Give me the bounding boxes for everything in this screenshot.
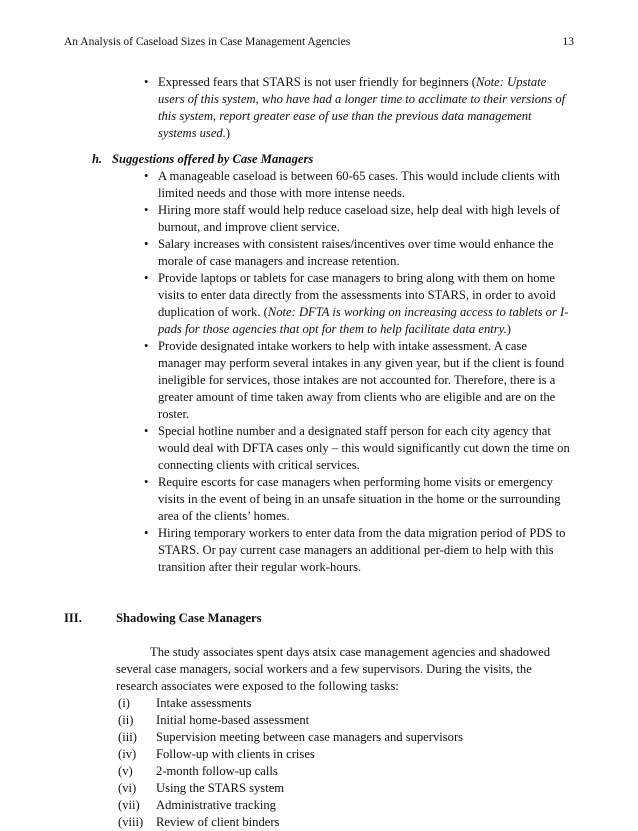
task-item: [0, 746, 638, 763]
list-item: [0, 423, 638, 474]
list-item-text: Provide designated intake workers to help with intake assessment. A case manager may perform several intakes in any given year, but if the client is found ineligible for services, those intakes are not accounted for. Therefore, there is a greater amount of time taken away from clients who are eligible and are on the roster.: [158, 339, 565, 421]
bullet-icon: •: [144, 237, 149, 251]
list-item-text: Salary increases with consistent raises/incentives over time would enhance the morale of case managers and increase retention.: [158, 237, 554, 268]
list-item-note: Note: DFTA is working on increasing access to tablets or I-pads for those agencies that opt for them to help facilitate data entry.: [158, 305, 569, 336]
task-text: Using the STARS system: [156, 781, 285, 795]
task-text: 2-month follow-up calls: [156, 764, 278, 778]
list-item: [0, 168, 638, 202]
list-item-text: Provide laptops or tablets for case managers to bring along with them on home visits to enter data directly from the assessments into STARS, in order to avoid duplication of work. (: [158, 271, 556, 319]
task-numeral: (viii): [118, 815, 144, 829]
list-item-note: Note: Upstate users of this system, who have had a longer time to acclimate to their versions of this system, report greater ease of use than the previous data management systems used.: [158, 75, 566, 140]
task-item: [0, 763, 638, 780]
tasks-list: [0, 695, 638, 831]
task-numeral: (ii): [118, 713, 134, 727]
list-item: [0, 202, 638, 236]
task-numeral: (vii): [118, 798, 140, 812]
section-iii-paragraph-text: The study associates spent days atsix case management agencies and shadowed several case managers, social workers and a few supervisors. During the visits, the research associates were exposed to the following tasks:: [116, 645, 551, 693]
bullet-icon: •: [144, 526, 149, 540]
page-number: 13: [562, 36, 574, 48]
task-item: [0, 797, 638, 814]
section-iii-title: Shadowing Case Managers: [116, 611, 262, 625]
section-h-heading: [0, 151, 638, 168]
list-item-closing: ): [506, 322, 511, 336]
list-item-text: A manageable caseload is between 60-65 cases. This would include clients with limited needs and those with more intense needs.: [158, 169, 560, 200]
bullet-icon: •: [144, 475, 149, 489]
bullet-icon: •: [144, 203, 149, 217]
task-numeral: (iv): [118, 747, 137, 761]
task-text: Review of client binders: [156, 815, 280, 829]
suggestions-list: [0, 168, 638, 576]
task-text: Intake assessments: [156, 696, 252, 710]
task-numeral: (vi): [118, 781, 137, 795]
section-iii-paragraph: [0, 644, 638, 695]
section-iii-number: III.: [64, 611, 82, 625]
list-item-text: Expressed fears that STARS is not user friendly for beginners (: [158, 75, 476, 89]
task-text: Administrative tracking: [156, 798, 276, 812]
list-item-text: Hiring more staff would help reduce caseload size, help deal with high levels of burnout, and improve client service.: [158, 203, 560, 234]
task-text: Initial home-based assessment: [156, 713, 310, 727]
list-item-text: Hiring temporary workers to enter data from the data migration period of PDS to STARS. Or pay current case managers an additional per-diem to help with this transition after their regular work-hours.: [158, 526, 566, 574]
bullet-icon: •: [144, 271, 149, 285]
section-h-title: Suggestions offered by Case Managers: [112, 152, 314, 166]
list-item: [0, 338, 638, 423]
list-item: [0, 236, 638, 270]
task-text: Supervision meeting between case managers and supervisors: [156, 730, 464, 744]
section-h-label: h.: [92, 152, 103, 166]
list-item-closing: ): [225, 126, 231, 140]
task-item: [0, 729, 638, 746]
list-item: [0, 74, 638, 142]
section-iii-heading: [0, 610, 638, 627]
bullet-icon: •: [144, 75, 149, 89]
list-item: [0, 474, 638, 525]
list-item: [0, 270, 638, 338]
top-bullet-list: [0, 74, 638, 142]
task-text: Follow-up with clients in crises: [156, 747, 315, 761]
task-numeral: (v): [118, 764, 133, 778]
list-item: [0, 525, 638, 576]
task-item: [0, 712, 638, 729]
task-item: [0, 695, 638, 712]
bullet-icon: •: [144, 339, 149, 353]
list-item-text: Special hotline number and a designated staff person for each city agency that would deal with DFTA cases only – this would significantly cut down the time on connecting clients with critical services.: [158, 424, 570, 472]
document-body: [0, 74, 638, 831]
task-numeral: (iii): [118, 730, 137, 744]
running-header-title: An Analysis of Caseload Sizes in Case Management Agencies: [64, 36, 351, 48]
task-numeral: (i): [118, 696, 130, 710]
task-item: [0, 780, 638, 797]
bullet-icon: •: [144, 424, 149, 438]
task-item: [0, 814, 638, 831]
bullet-icon: •: [144, 169, 149, 183]
list-item-text: Require escorts for case managers when performing home visits or emergency visits in the event of being in an unsafe situation in the home or the surrounding area of the clients’ homes.: [158, 475, 561, 523]
